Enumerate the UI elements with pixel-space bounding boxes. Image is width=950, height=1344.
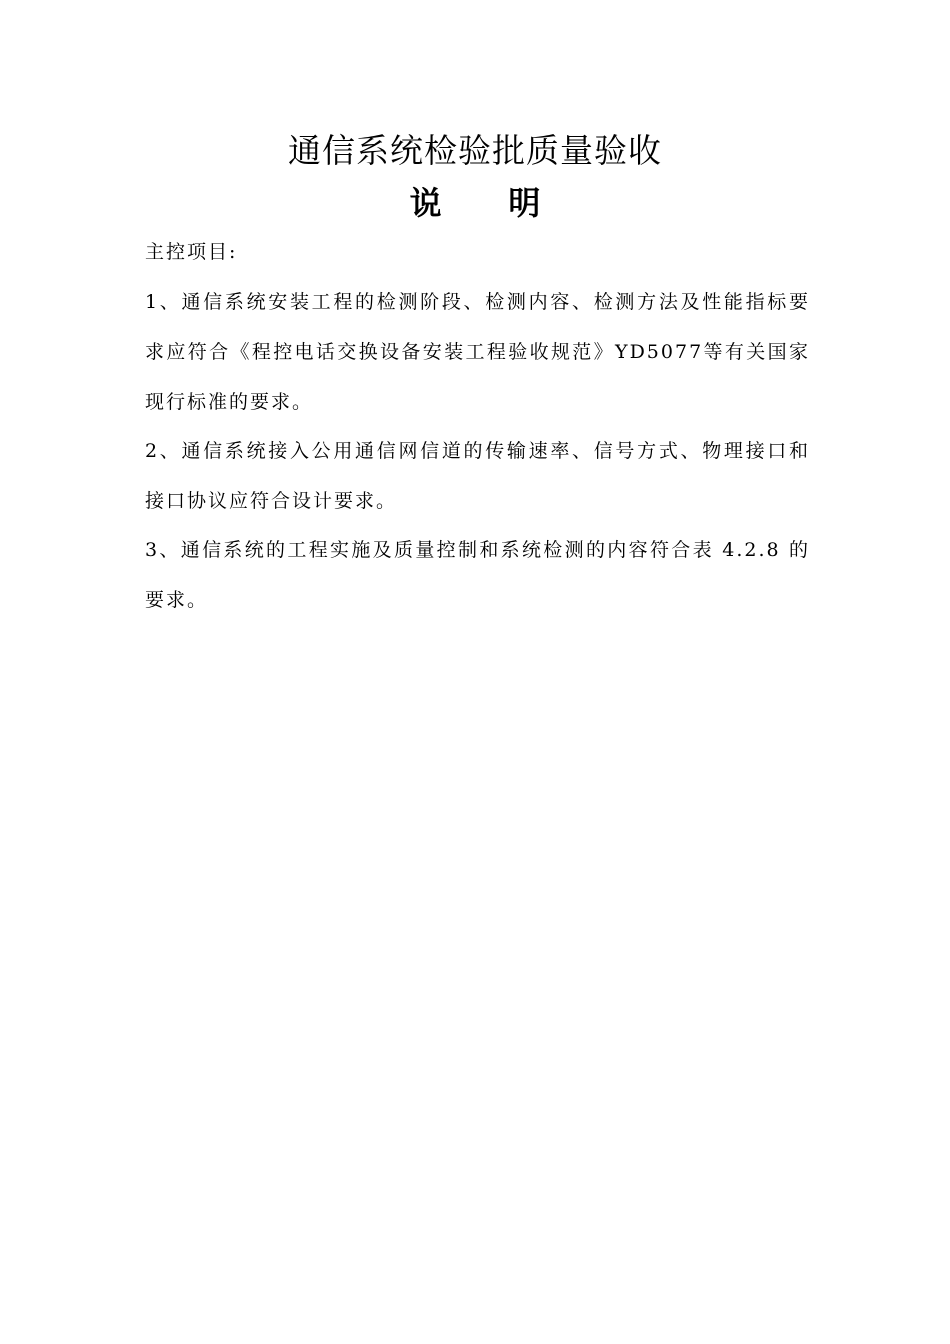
list-item: 1、通信系统安装工程的检测阶段、检测内容、检测方法及性能指标要求应符合《程控电话交换设备安装工程验收规范》YD5077等有关国家现行标准的要求。: [145, 291, 810, 413]
section-label: 主控项目:: [145, 241, 238, 263]
document-subtitle: 说 明: [409, 184, 541, 222]
list-item: 2、通信系统接入公用通信网信道的传输速率、信号方式、物理接口和接口协议应符合设计要求。: [145, 440, 810, 512]
list-item: 3、通信系统的工程实施及质量控制和系统检测的内容符合表 4.2.8 的要求。: [145, 539, 810, 611]
document-title: 通信系统检验批质量验收: [288, 131, 662, 170]
